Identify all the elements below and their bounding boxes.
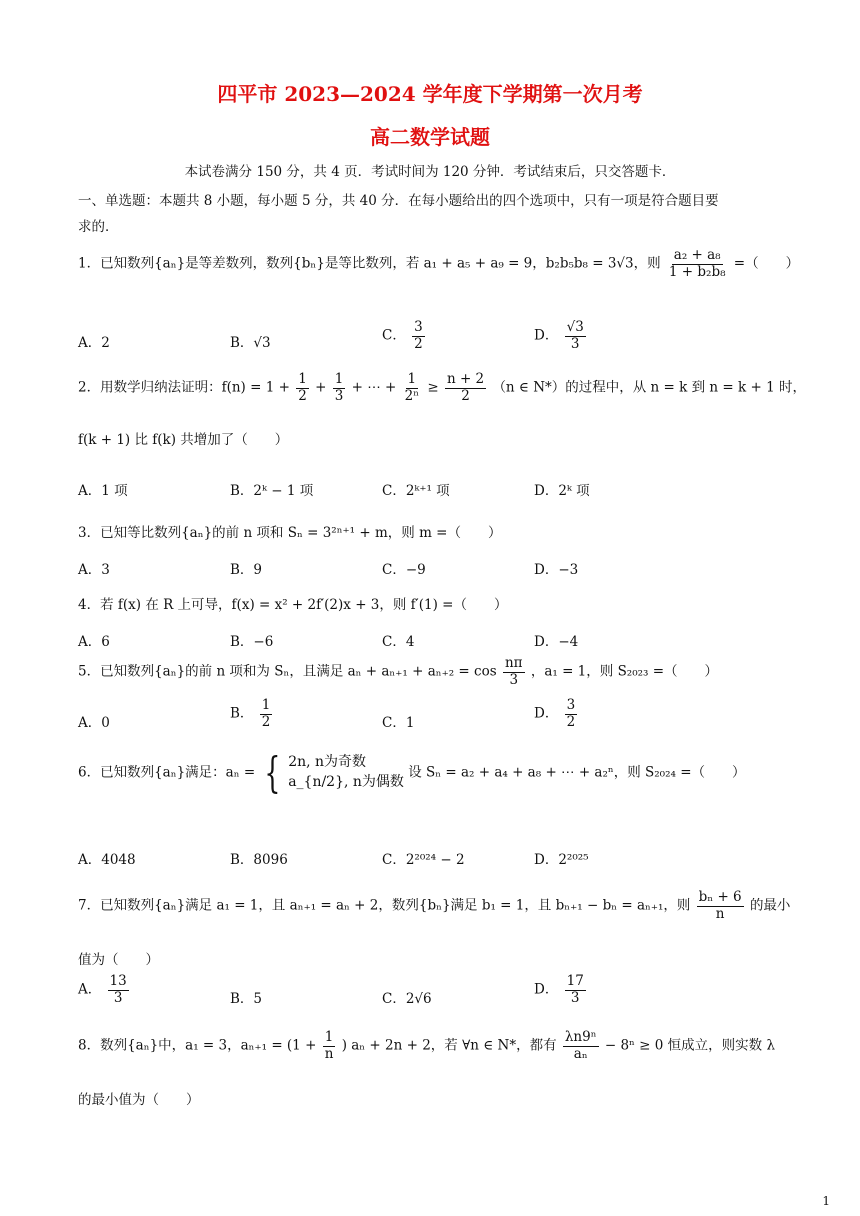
q6-option-b: B．8096: [230, 852, 288, 868]
fraction-numerator: nπ: [504, 655, 523, 671]
fraction-denominator: 3: [570, 989, 580, 1006]
question-6-text: 6．已知数列{aₙ}满足：aₙ =: [78, 764, 256, 781]
q7-option-b: B．5: [230, 991, 263, 1007]
exam-subtitle: 高二数学试题: [370, 125, 490, 149]
fraction-numerator: λn9ⁿ: [564, 1029, 597, 1045]
q7-option-c: C．2√6: [382, 991, 432, 1007]
fraction-denominator: 3: [113, 989, 123, 1006]
fraction-denominator: 2: [261, 713, 271, 730]
question-6-tail: 设 Sₙ = a₂ + a₄ + a₈ + ⋯ + a₂ⁿ，则 S₂₀₂₄ =（ ）: [408, 764, 746, 781]
case-odd: 2n, n为奇数: [288, 754, 367, 771]
question-2-text: 2．用数学归纳法证明：f(n) = 1 +: [78, 379, 290, 396]
question-5: [78, 656, 718, 688]
fraction-numerator: a₂ + a₈: [673, 247, 721, 263]
fraction-numerator: 1: [324, 1029, 334, 1045]
q1-option-a: A．2: [78, 335, 110, 351]
q2-option-a: A．1 项: [78, 483, 128, 499]
question-8-tail: − 8ⁿ ≥ 0 恒成立，则实数 λ: [604, 1037, 776, 1054]
option-label: D．: [534, 981, 559, 998]
fraction-numerator: 3: [414, 319, 423, 335]
q5-option-b: [230, 698, 274, 730]
q1-option-d: [534, 320, 588, 352]
operator: ≥: [427, 379, 439, 396]
question-2-tail: （n ∈ N*）的过程中，从 n = k 到 n = k + 1 时，: [492, 379, 806, 396]
fraction-denominator: 2: [461, 387, 470, 404]
question-4: 4．若 f(x) 在 R 上可导，f(x) = x² + 2f′(2)x + 3，则 f′(1) =（ ）: [78, 597, 508, 613]
fraction-denominator: 2ⁿ: [404, 387, 420, 404]
q7-option-d: [534, 974, 588, 1006]
question-1: [78, 248, 799, 280]
question-7-line2: 值为（ ）: [78, 952, 159, 968]
option-label: D．: [534, 327, 559, 344]
operator: +: [315, 379, 327, 396]
q5-option-d: [534, 698, 579, 730]
exam-title: 四平市 2023—2024 学年度下学期第一次月考: [217, 82, 643, 106]
fraction-denominator: 1 + b₂b₈: [668, 263, 726, 280]
q5-option-a: A．0: [78, 715, 110, 731]
q2-option-d: D．2ᵏ 项: [534, 483, 590, 499]
question-3: 3．已知等比数列{aₙ}的前 n 项和 Sₙ = 3²ⁿ⁺¹ + m，则 m =（ ）: [78, 525, 502, 541]
case-even: a_{n/2}, n为偶数: [288, 774, 404, 790]
q6-option-a: A．4048: [78, 852, 136, 868]
section-heading-line2: 求的．: [78, 219, 119, 235]
fraction-numerator: 1: [407, 371, 417, 387]
fraction-denominator: 2: [414, 335, 423, 352]
fraction-denominator: 3: [570, 335, 580, 352]
operator: + ⋯ +: [351, 379, 397, 396]
section-heading-line1: 一、单选题：本题共 8 小题，每小题 5 分，共 40 分．在每小题给出的四个选项中，只有一项是符合题目要: [78, 193, 719, 209]
option-label: D．: [534, 705, 559, 722]
q6-option-d: D．2²⁰²⁵: [534, 852, 589, 868]
question-8-text: 8．数列{aₙ}中，a₁ = 3，aₙ₊₁ = (1 +: [78, 1037, 317, 1054]
option-label: C．: [382, 327, 406, 344]
q3-option-d: D．−3: [534, 562, 579, 578]
fraction-denominator: 2: [566, 713, 576, 730]
q4-option-c: C．4: [382, 634, 415, 650]
fraction-denominator: n: [715, 905, 725, 922]
exam-instructions: 本试卷满分 150 分，共 4 页．考试时间为 120 分钟．考试结束后，只交答题卡．: [184, 164, 676, 180]
question-7-text: 7．已知数列{aₙ}满足 a₁ = 1，且 aₙ₊₁ = aₙ + 2，数列{bₙ}满足 b₁ = 1，且 bₙ₊₁ − bₙ = aₙ₊₁，则: [78, 897, 691, 914]
fraction-numerator: 1: [261, 697, 271, 713]
fraction-denominator: aₙ: [573, 1045, 588, 1062]
q3-option-c: C．−9: [382, 562, 426, 578]
question-7: [78, 890, 790, 922]
brace-icon: {: [264, 748, 281, 797]
question-1-fraction: [667, 248, 728, 280]
q6-option-c: C．2²⁰²⁴ − 2: [382, 852, 465, 868]
question-6: [78, 748, 746, 797]
question-1-tail: =（ ）: [733, 255, 800, 272]
q4-option-a: A．6: [78, 634, 110, 650]
q1-option-c: [382, 320, 427, 352]
option-label: A．: [78, 981, 102, 998]
question-2-line2: f(k + 1) 比 f(k) 共增加了（ ）: [78, 432, 289, 448]
question-5-tail: ，a₁ = 1，则 S₂₀₂₃ =（ ）: [530, 663, 719, 680]
question-1-text: 1．已知数列{aₙ}是等差数列，数列{bₙ}是等比数列，若 a₁ + a₅ + a₉ = 9，b₂b₅b₈ = 3√3，则: [78, 255, 661, 272]
question-5-text: 5．已知数列{aₙ}的前 n 项和为 Sₙ，且满足 aₙ + aₙ₊₁ + aₙ₊₂ = cos: [78, 663, 497, 680]
page-number: 1: [822, 1194, 830, 1208]
fraction-numerator: 3: [566, 697, 576, 713]
q3-option-b: B．9: [230, 562, 263, 578]
question-7-tail: 的最小: [749, 897, 791, 914]
q1-option-b: B．√3: [230, 335, 271, 351]
fraction-numerator: √3: [566, 319, 584, 335]
fraction-denominator: n: [324, 1045, 334, 1062]
fraction-denominator: 2: [298, 387, 307, 404]
question-8-middle: ) aₙ + 2n + 2，若 ∀n ∈ N*，都有: [341, 1037, 557, 1054]
fraction-denominator: 3: [509, 671, 519, 688]
q7-option-a: [78, 974, 131, 1006]
q5-option-c: C．1: [382, 715, 415, 731]
fraction-numerator: 17: [566, 973, 584, 989]
question-8: [78, 1030, 775, 1062]
q2-option-b: B．2ᵏ − 1 项: [230, 483, 314, 499]
fraction-numerator: n + 2: [446, 371, 485, 387]
q4-option-d: D．−4: [534, 634, 579, 650]
question-8-line2: 的最小值为（ ）: [78, 1092, 200, 1108]
q4-option-b: B．−6: [230, 634, 274, 650]
fraction-denominator: 3: [334, 387, 344, 404]
q2-option-c: C．2ᵏ⁺¹ 项: [382, 483, 450, 499]
fraction-numerator: bₙ + 6: [698, 889, 742, 905]
question-2: [78, 372, 806, 404]
fraction-numerator: 13: [109, 973, 127, 989]
q3-option-a: A．3: [78, 562, 110, 578]
fraction-numerator: 1: [334, 371, 344, 387]
option-label: B．: [230, 705, 254, 722]
fraction-numerator: 1: [298, 371, 307, 387]
piecewise-definition: [259, 748, 404, 797]
